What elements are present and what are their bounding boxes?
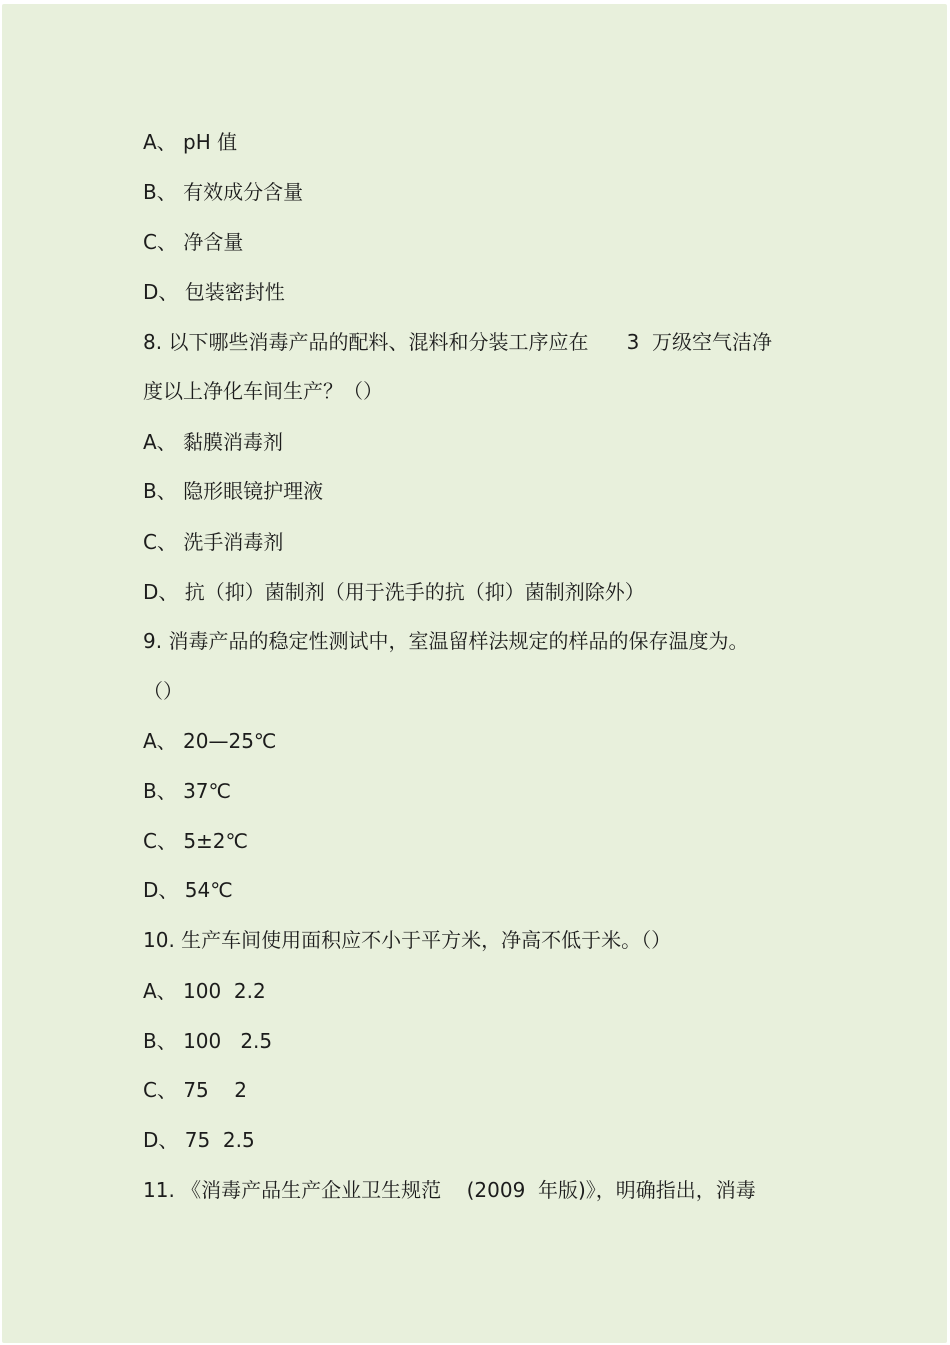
option-8c: C、 洗手消毒剂 bbox=[143, 530, 284, 554]
option-8a: A、 黏膜消毒剂 bbox=[143, 430, 284, 454]
question-11-line-1: 11. 《消毒产品生产企业卫生规范 (2009 年版)》，明确指出，消毒 bbox=[143, 1178, 756, 1202]
option-9c: C、 5±2℃ bbox=[143, 829, 248, 853]
option-8b: B、 隐形眼镜护理液 bbox=[143, 479, 324, 503]
question-8-line-1: 8. 以下哪些消毒产品的配料、混料和分装工序应在 3 万级空气洁净 bbox=[143, 330, 773, 354]
option-7c: C、 净含量 bbox=[143, 230, 244, 254]
option-9a: A、 20—25℃ bbox=[143, 729, 277, 753]
question-10: 10. 生产车间使用面积应不小于平方米，净高不低于米。（） bbox=[143, 928, 672, 952]
question-8-line-2: 度以上净化车间生产？（） bbox=[143, 379, 383, 403]
question-9-line-1: 9. 消毒产品的稳定性测试中，室温留样法规定的样品的保存温度为。 bbox=[143, 629, 749, 653]
option-9d: D、 54℃ bbox=[143, 878, 233, 902]
option-7b: B、 有效成分含量 bbox=[143, 180, 304, 204]
option-7a: A、 pH 值 bbox=[143, 130, 238, 154]
option-10d: D、 75 2.5 bbox=[143, 1128, 255, 1152]
question-9-line-2: （） bbox=[143, 679, 183, 703]
option-10a: A、 100 2.2 bbox=[143, 979, 266, 1003]
option-10b: B、 100 2.5 bbox=[143, 1029, 273, 1053]
option-10c: C、 75 2 bbox=[143, 1078, 247, 1102]
option-9b: B、 37℃ bbox=[143, 779, 231, 803]
option-7d: D、 包装密封性 bbox=[143, 280, 285, 304]
option-8d: D、 抗（抑）菌制剂（用于洗手的抗（抑）菌制剂除外） bbox=[143, 580, 645, 604]
